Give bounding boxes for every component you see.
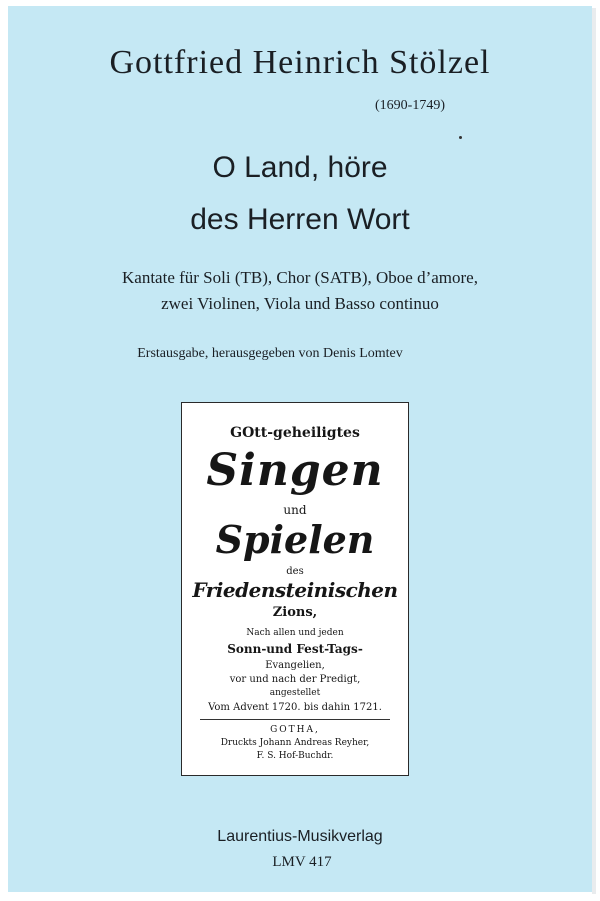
facsimile-line: Vom Advent 1720. bis dahin 1721. — [208, 702, 382, 713]
facsimile-line: F. S. Hof-Buchdr. — [256, 751, 334, 761]
facsimile-divider — [200, 719, 390, 720]
work-title-line-1: O Land, höre — [212, 151, 388, 184]
facsimile-line: und — [283, 503, 307, 517]
scoring-line-2: zwei Violinen, Viola und Basso continuo — [161, 294, 439, 313]
facsimile-line: GOTHA, — [270, 725, 320, 735]
publisher-name: Laurentius-Musikverlag — [217, 828, 383, 845]
facsimile-line: Zions, — [272, 605, 318, 620]
scoring-line-1: Kantate für Soli (TB), Chor (SATB), Oboe d’amore, — [122, 268, 478, 287]
facsimile-line: Spielen — [215, 517, 375, 562]
score-cover — [8, 6, 592, 892]
facsimile-line: Singen — [206, 445, 384, 496]
page-edge-shadow — [592, 8, 596, 894]
facsimile-line: Druckts Johann Andreas Reyher, — [220, 738, 370, 748]
title-page-facsimile — [181, 402, 409, 776]
facsimile-line: vor und nach der Predigt, — [229, 674, 361, 685]
composer-dates: (1690-1749) — [375, 98, 445, 113]
facsimile-line: angestellet — [269, 688, 321, 698]
facsimile-line: Evangelien, — [265, 660, 325, 671]
facsimile-line: des — [286, 566, 304, 577]
print-speck — [459, 136, 462, 139]
catalog-number: LMV 417 — [272, 854, 332, 870]
edition-note: Erstausgabe, herausgegeben von Denis Lomtev — [137, 346, 403, 361]
facsimile-line: Nach allen und jeden — [246, 628, 344, 638]
facsimile-line: Sonn-und Fest-Tags- — [227, 642, 363, 656]
facsimile-line: GOtt-geheiligtes — [230, 425, 360, 441]
facsimile-line: Friedensteinischen — [192, 578, 398, 602]
composer-name: Gottfried Heinrich Stölzel — [109, 44, 491, 81]
work-title-line-2: des Herren Wort — [190, 203, 410, 236]
